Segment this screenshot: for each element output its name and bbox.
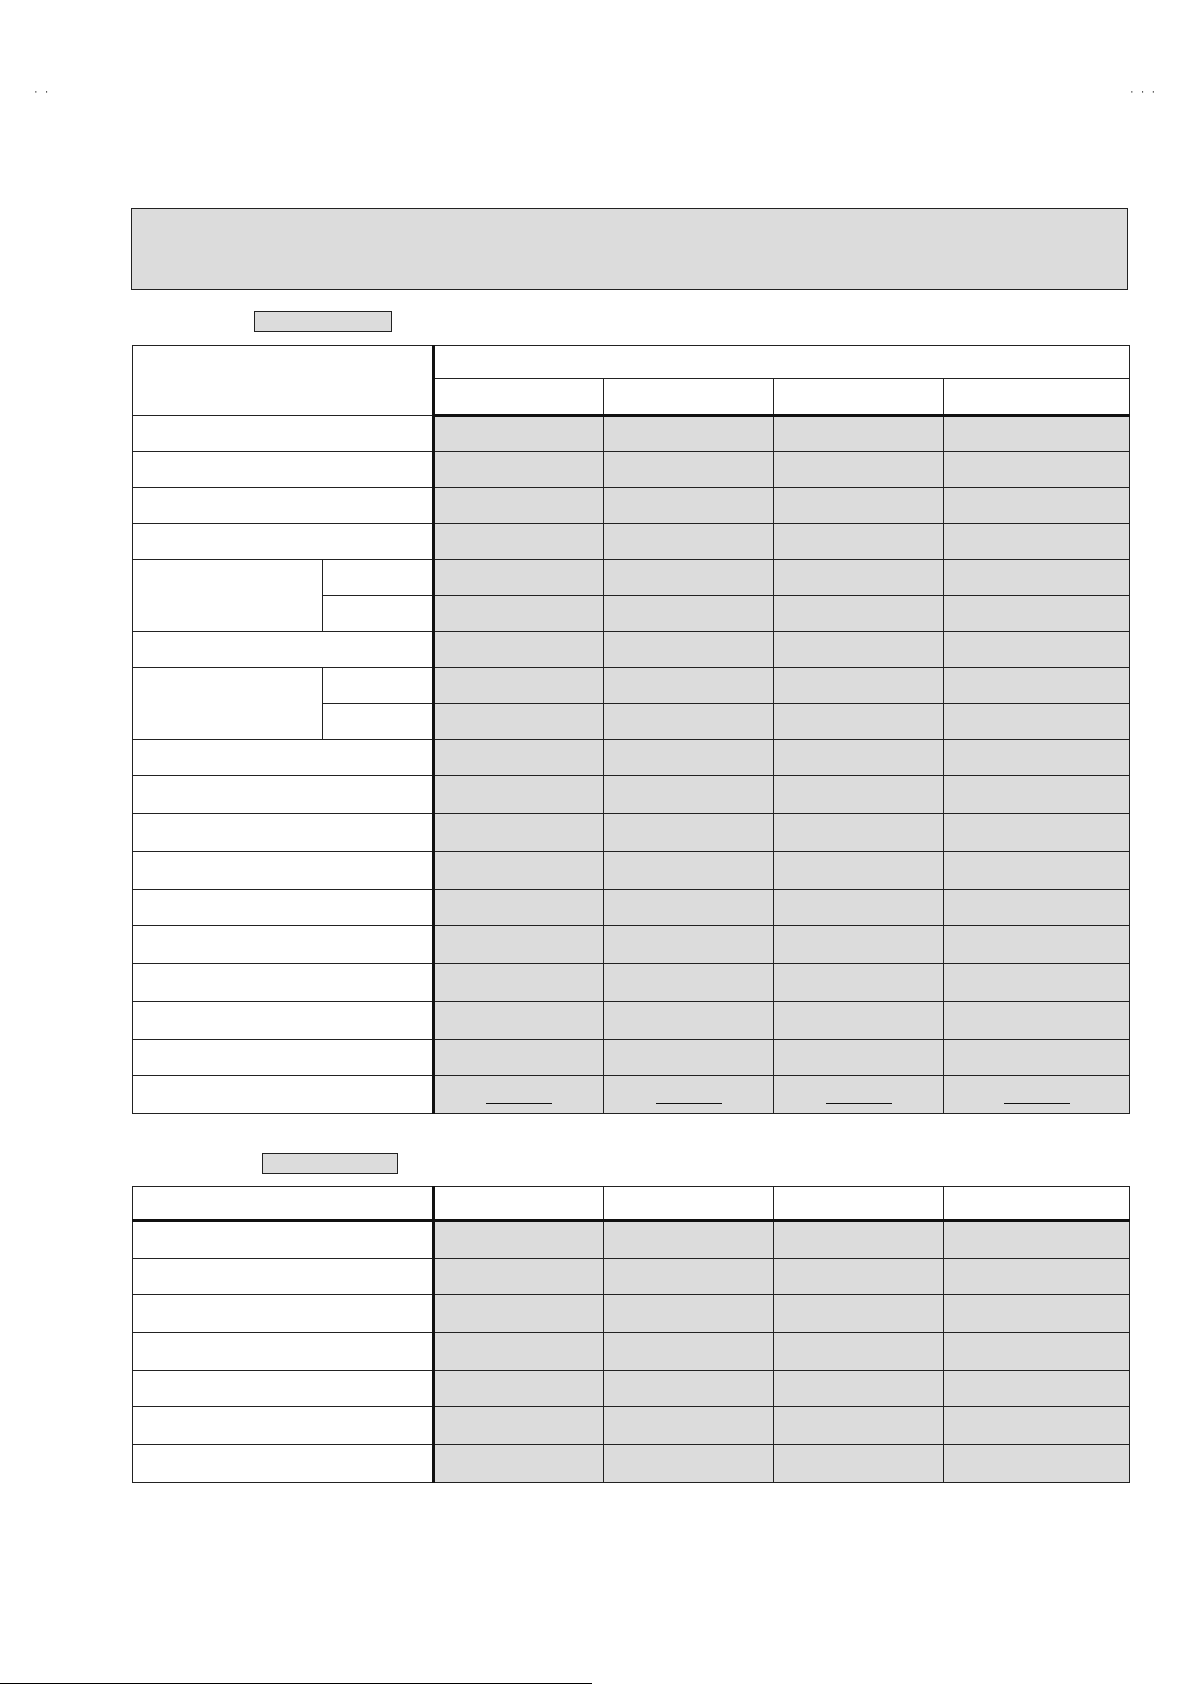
value-input-cell[interactable] [774,1295,944,1333]
value-input-cell[interactable] [434,704,604,740]
section-1-label-box [254,311,392,332]
value-input-cell[interactable] [434,890,604,926]
row-label-cell [133,890,434,926]
value-input-cell[interactable] [604,1371,774,1407]
table-1-row [133,524,1130,560]
value-input-cell[interactable] [774,1407,944,1445]
title-banner [131,208,1128,290]
value-input-cell[interactable] [774,1221,944,1259]
row-label-cell [133,416,434,452]
table-2-column-header [604,1187,774,1221]
table-1-row [133,890,1130,926]
value-input-cell[interactable] [434,964,604,1002]
value-input-cell[interactable] [774,632,944,668]
value-input-cell[interactable] [944,1076,1130,1114]
value-input-cell[interactable] [604,632,774,668]
value-input-cell[interactable] [434,740,604,776]
value-input-cell[interactable] [604,560,774,596]
value-input-cell[interactable] [434,814,604,852]
value-input-cell[interactable] [944,452,1130,488]
value-input-cell[interactable] [774,740,944,776]
row-label-cell [133,776,434,814]
table-2-corner-cell [133,1187,434,1221]
value-input-cell[interactable] [774,416,944,452]
row-label-cell [133,1221,434,1259]
value-input-cell[interactable] [774,776,944,814]
row-label-group-cell [133,560,323,632]
section-2-label-box [262,1153,398,1174]
value-input-cell[interactable] [604,488,774,524]
value-input-cell[interactable] [434,452,604,488]
blank-entry-line [826,1103,892,1104]
value-input-cell[interactable] [604,890,774,926]
row-label-cell [133,524,434,560]
value-input-cell[interactable] [944,964,1130,1002]
value-input-cell[interactable] [944,632,1130,668]
value-input-cell[interactable] [604,926,774,964]
value-input-cell[interactable] [434,1407,604,1445]
value-input-cell[interactable] [944,1040,1130,1076]
value-input-cell[interactable] [434,1002,604,1040]
row-label-cell [133,488,434,524]
value-input-cell[interactable] [434,668,604,704]
value-input-cell[interactable] [434,488,604,524]
value-input-cell[interactable] [604,1445,774,1483]
table-1-header-row-1 [133,346,1130,379]
table-2-row [133,1295,1130,1333]
row-sublabel-cell [323,704,434,740]
value-input-cell[interactable] [944,704,1130,740]
value-input-cell[interactable] [604,416,774,452]
form-table-1 [132,345,1130,1114]
value-input-cell[interactable] [434,632,604,668]
row-sublabel-cell [323,668,434,704]
value-input-cell[interactable] [604,1333,774,1371]
row-label-cell [133,814,434,852]
value-input-cell[interactable] [774,560,944,596]
value-input-cell[interactable] [434,560,604,596]
row-label-cell [133,1040,434,1076]
value-input-cell[interactable] [774,1040,944,1076]
value-input-cell[interactable] [604,1002,774,1040]
value-input-cell[interactable] [604,596,774,632]
value-input-cell[interactable] [434,926,604,964]
value-input-cell[interactable] [944,926,1130,964]
value-input-cell[interactable] [774,1002,944,1040]
value-input-cell[interactable] [774,452,944,488]
value-input-cell[interactable] [604,1076,774,1114]
table-1-row [133,632,1130,668]
table-2-column-header [944,1187,1130,1221]
value-input-cell[interactable] [944,1333,1130,1371]
row-sublabel-cell [323,596,434,632]
value-input-cell[interactable] [774,890,944,926]
form-table-2 [132,1186,1130,1483]
value-input-cell[interactable] [434,524,604,560]
value-input-cell[interactable] [604,1221,774,1259]
value-input-cell[interactable] [944,416,1130,452]
table-1-column-header [944,379,1130,416]
value-input-cell[interactable] [944,852,1130,890]
value-input-cell[interactable] [774,964,944,1002]
value-input-cell[interactable] [604,1259,774,1295]
table-1-column-group-header [434,346,1130,379]
value-input-cell[interactable] [604,1295,774,1333]
value-input-cell[interactable] [774,488,944,524]
value-input-cell[interactable] [944,1371,1130,1407]
value-input-cell[interactable] [944,740,1130,776]
value-input-cell[interactable] [604,1407,774,1445]
table-2-header-row [133,1187,1130,1221]
value-input-cell[interactable] [434,1445,604,1483]
value-input-cell[interactable] [604,1040,774,1076]
value-input-cell[interactable] [434,852,604,890]
value-input-cell[interactable] [944,890,1130,926]
row-label-cell [133,452,434,488]
value-input-cell[interactable] [604,740,774,776]
value-input-cell[interactable] [774,1076,944,1114]
value-input-cell[interactable] [604,776,774,814]
table-1-row [133,964,1130,1002]
header-right-marks: · · · [1130,86,1158,98]
row-label-cell [133,1371,434,1407]
row-label-cell [133,926,434,964]
value-input-cell[interactable] [944,488,1130,524]
value-input-cell[interactable] [944,1445,1130,1483]
table-2-row [133,1371,1130,1407]
row-label-cell [133,964,434,1002]
value-input-cell[interactable] [434,1295,604,1333]
table-2-column-header [434,1187,604,1221]
value-input-cell[interactable] [434,1076,604,1114]
value-input-cell[interactable] [434,1259,604,1295]
table-1-row [133,814,1130,852]
value-input-cell[interactable] [434,1040,604,1076]
table-1-row [133,852,1130,890]
value-input-cell[interactable] [774,524,944,560]
value-input-cell[interactable] [774,1259,944,1295]
table-2-row [133,1445,1130,1483]
value-input-cell[interactable] [944,1221,1130,1259]
row-label-cell [133,1407,434,1445]
row-label-cell [133,1333,434,1371]
value-input-cell[interactable] [604,814,774,852]
table-1-row [133,452,1130,488]
value-input-cell[interactable] [774,1445,944,1483]
table-1-column-header [604,379,774,416]
header-left-marks: · · [34,86,51,98]
value-input-cell[interactable] [434,776,604,814]
value-input-cell[interactable] [774,668,944,704]
value-input-cell[interactable] [774,1333,944,1371]
value-input-cell[interactable] [944,1259,1130,1295]
row-label-cell [133,740,434,776]
table-1-row [133,416,1130,452]
value-input-cell[interactable] [944,560,1130,596]
table-1-row [133,1076,1130,1114]
row-label-cell [133,1002,434,1040]
value-input-cell[interactable] [774,596,944,632]
row-label-cell [133,632,434,668]
value-input-cell[interactable] [774,852,944,890]
table-2-row [133,1221,1130,1259]
table-1-row [133,668,1130,704]
value-input-cell[interactable] [434,1221,604,1259]
value-input-cell[interactable] [944,776,1130,814]
table-2-column-header [774,1187,944,1221]
table-1-row [133,560,1130,596]
value-input-cell[interactable] [944,524,1130,560]
table-1-row [133,488,1130,524]
value-input-cell[interactable] [434,596,604,632]
value-input-cell[interactable] [944,1295,1130,1333]
value-input-cell[interactable] [434,1333,604,1371]
value-input-cell[interactable] [434,1371,604,1407]
footnote-rule [0,1683,592,1684]
value-input-cell[interactable] [944,1407,1130,1445]
value-input-cell[interactable] [944,596,1130,632]
value-input-cell[interactable] [774,1371,944,1407]
row-label-cell [133,1445,434,1483]
table-1-row [133,740,1130,776]
row-sublabel-cell [323,560,434,596]
row-label-cell [133,1295,434,1333]
table-2-row [133,1407,1130,1445]
value-input-cell[interactable] [604,852,774,890]
value-input-cell[interactable] [604,668,774,704]
value-input-cell[interactable] [604,704,774,740]
value-input-cell[interactable] [774,926,944,964]
table-1-column-header [774,379,944,416]
value-input-cell[interactable] [604,524,774,560]
row-label-group-cell [133,668,323,740]
table-1-row [133,1040,1130,1076]
blank-entry-line [656,1103,722,1104]
table-2-row [133,1259,1130,1295]
table-1-corner-cell [133,346,434,416]
row-label-cell [133,852,434,890]
value-input-cell[interactable] [434,416,604,452]
value-input-cell[interactable] [774,704,944,740]
table-1-column-header [434,379,604,416]
value-input-cell[interactable] [604,964,774,1002]
blank-entry-line [486,1103,552,1104]
table-1-row [133,1002,1130,1040]
value-input-cell[interactable] [604,452,774,488]
value-input-cell[interactable] [944,814,1130,852]
table-1-row [133,926,1130,964]
table-2-row [133,1333,1130,1371]
value-input-cell[interactable] [774,814,944,852]
value-input-cell[interactable] [944,1002,1130,1040]
value-input-cell[interactable] [944,668,1130,704]
table-1-row [133,776,1130,814]
blank-entry-line [1004,1103,1070,1104]
row-label-cell [133,1076,434,1114]
row-label-cell [133,1259,434,1295]
